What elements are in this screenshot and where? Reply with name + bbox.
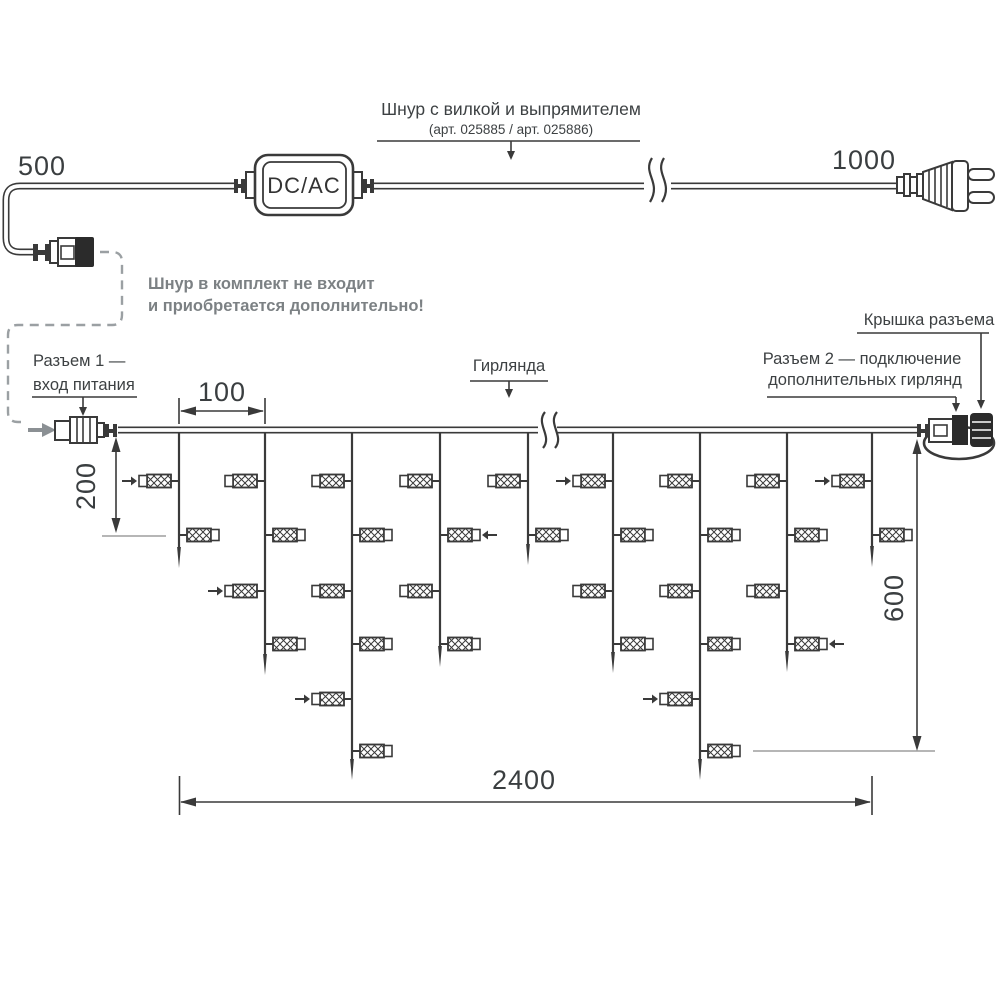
strand-tip — [177, 547, 181, 568]
bulb-arrow-head — [217, 587, 223, 596]
dcac-converter — [234, 155, 374, 215]
light-bulb-hatch — [320, 693, 344, 706]
light-bulb-cap — [747, 586, 755, 597]
dim-1000: 1000 — [831, 145, 897, 175]
light-bulb-cap — [225, 476, 233, 487]
garland-label: Гирлянда — [472, 357, 546, 375]
light-bulb-hatch — [320, 475, 344, 488]
light-bulb-hatch — [408, 475, 432, 488]
callout-connector-2 — [763, 350, 963, 412]
light-bulb-cap — [732, 530, 740, 541]
light-bulb-hatch — [273, 638, 297, 651]
light-bulb-hatch — [755, 585, 779, 598]
light-bulb-cap — [819, 530, 827, 541]
light-bulb-hatch — [581, 585, 605, 598]
light-bulb-cap — [384, 530, 392, 541]
light-bulb-hatch — [795, 529, 819, 542]
connector-1-label-line2: вход питания — [33, 376, 135, 394]
light-bulb-hatch — [273, 529, 297, 542]
connector-2-label-line2: дополнительных гирлянд — [768, 371, 962, 389]
light-bulb-hatch — [360, 745, 384, 758]
dashed-leader — [8, 252, 122, 437]
light-bulb-hatch — [536, 529, 560, 542]
light-bulb-hatch — [408, 585, 432, 598]
light-bulb-hatch — [880, 529, 904, 542]
light-bulb-cap — [904, 530, 912, 541]
light-bulb-cap — [660, 694, 668, 705]
light-bulb-hatch — [448, 638, 472, 651]
connector-2-label-line1: Разъем 2 — подключение — [762, 350, 962, 368]
light-bulb-cap — [560, 530, 568, 541]
bulb-arrow-head — [565, 477, 571, 486]
gray-arrow-head — [42, 423, 56, 437]
strand-tip — [785, 651, 789, 672]
dim-500: 500 — [17, 151, 67, 181]
light-bulb-cap — [297, 639, 305, 650]
light-bulb-hatch — [755, 475, 779, 488]
light-bulb-cap — [472, 530, 480, 541]
cord-title-leader — [377, 141, 640, 160]
light-bulb-cap — [488, 476, 496, 487]
light-bulb-hatch — [581, 475, 605, 488]
light-bulb-cap — [660, 476, 668, 487]
light-bulb-hatch — [708, 745, 732, 758]
light-bulb-cap — [472, 639, 480, 650]
dim-length-2400 — [180, 765, 873, 815]
light-bulb-cap — [573, 476, 581, 487]
strand-tip — [698, 759, 702, 780]
light-bulb-hatch — [187, 529, 211, 542]
light-bulb-hatch — [668, 693, 692, 706]
garland-strands — [122, 432, 912, 780]
light-bulb-hatch — [621, 529, 645, 542]
light-bulb-cap — [384, 746, 392, 757]
bulb-arrow-head — [652, 695, 658, 704]
dim-100-label: 100 — [197, 377, 247, 407]
cord-end-connector — [33, 237, 94, 267]
light-bulb-hatch — [496, 475, 520, 488]
light-bulb-cap — [384, 639, 392, 650]
light-bulb-cap — [732, 746, 740, 757]
light-bulb-cap — [832, 476, 840, 487]
light-bulb-cap — [400, 586, 408, 597]
light-bulb-cap — [225, 586, 233, 597]
plug-prong — [968, 169, 994, 180]
plug-prong — [968, 192, 994, 203]
cord-articles: (арт. 025885 / арт. 025886) — [428, 122, 594, 137]
light-bulb-hatch — [360, 638, 384, 651]
strand-tip — [526, 544, 530, 565]
light-bulb-cap — [297, 530, 305, 541]
light-bulb-cap — [312, 694, 320, 705]
light-bulb-hatch — [147, 475, 171, 488]
light-bulb-hatch — [708, 529, 732, 542]
callout-garland — [470, 357, 548, 398]
note-line2: и приобретается дополнительно! — [148, 297, 424, 315]
dcac-label: DC/AC — [267, 173, 341, 198]
light-bulb-cap — [645, 639, 653, 650]
cord-title: Шнур с вилкой и выпрямителем — [381, 99, 641, 119]
light-bulb-cap — [139, 476, 147, 487]
strand-tip — [870, 546, 874, 567]
wire-break-mark — [542, 412, 546, 448]
light-bulb-cap — [747, 476, 755, 487]
light-bulb-hatch — [233, 585, 257, 598]
light-bulb-cap — [573, 586, 581, 597]
light-bulb-cap — [732, 639, 740, 650]
light-bulb-cap — [660, 586, 668, 597]
light-bulb-cap — [312, 476, 320, 487]
strand-tip — [263, 654, 267, 675]
light-bulb-hatch — [448, 529, 472, 542]
connector-1-input — [55, 417, 117, 443]
connector-2-output — [917, 413, 994, 459]
callout-connector-1 — [32, 352, 137, 416]
light-bulb-hatch — [668, 475, 692, 488]
light-bulb-hatch — [708, 638, 732, 651]
cord-break-mark — [649, 158, 654, 202]
bulb-arrow-head — [131, 477, 137, 486]
cord-1000-segment — [371, 158, 898, 202]
light-bulb-hatch — [320, 585, 344, 598]
cord-500-segment — [6, 186, 238, 252]
light-bulb-hatch — [233, 475, 257, 488]
light-bulb-cap — [312, 586, 320, 597]
light-bulb-cap — [819, 639, 827, 650]
cap-label: Крышка разъема — [863, 311, 995, 329]
dim-200-label: 200 — [71, 461, 101, 511]
power-plug — [897, 161, 994, 211]
garland-main-wire — [118, 412, 919, 448]
bulb-arrow-head — [829, 640, 835, 649]
bulb-arrow-head — [482, 531, 488, 540]
note-line1: Шнур в комплект не входит — [148, 275, 375, 293]
light-bulb-hatch — [360, 529, 384, 542]
gray-arrow-tail — [28, 428, 42, 432]
light-bulb-hatch — [795, 638, 819, 651]
connector-2-body — [952, 415, 968, 445]
light-bulb-cap — [211, 530, 219, 541]
dim-600-label: 600 — [879, 573, 909, 623]
dim-spacing-100 — [179, 377, 265, 424]
strand-tip — [611, 652, 615, 673]
cord-break-mark — [661, 158, 666, 202]
bulb-arrow-head — [824, 477, 830, 486]
light-bulb-cap — [645, 530, 653, 541]
light-bulb-hatch — [621, 638, 645, 651]
bulb-arrow-head — [304, 695, 310, 704]
light-bulb-hatch — [668, 585, 692, 598]
connector-1-label-line1: Разъем 1 — — [33, 352, 126, 370]
dim-2400-label: 2400 — [491, 765, 557, 795]
light-bulb-cap — [400, 476, 408, 487]
strand-tip — [350, 759, 354, 780]
strand-tip — [438, 646, 442, 667]
light-bulb-hatch — [840, 475, 864, 488]
